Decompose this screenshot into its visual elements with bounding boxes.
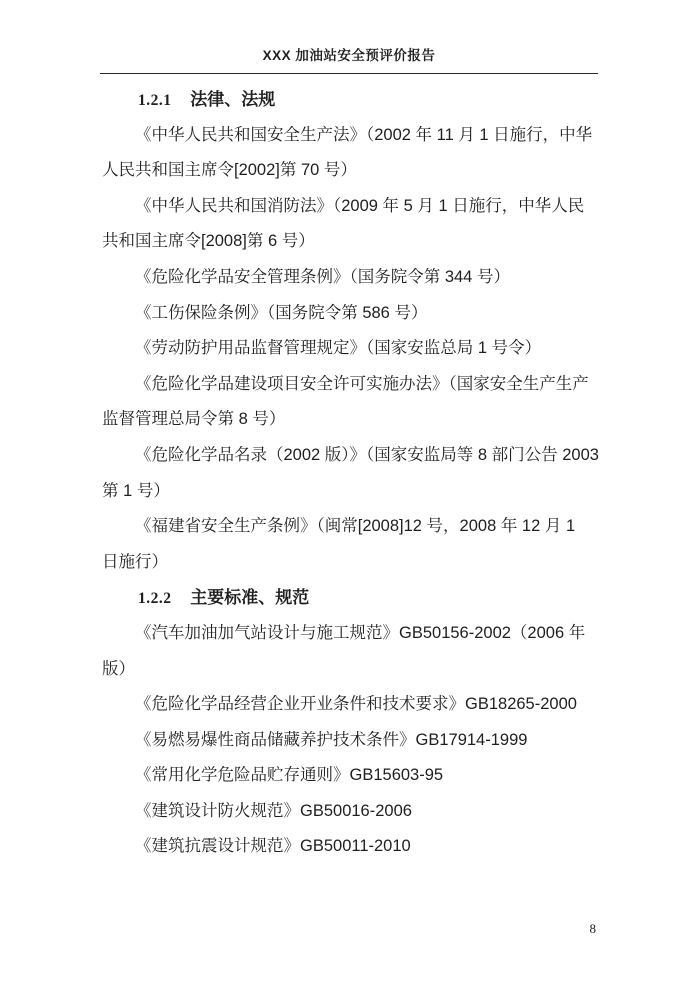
section-number: 1.2.1 bbox=[138, 92, 172, 109]
paragraph-line: 《危险化学品名录（2002 版）》（国家安监局等 8 部门公告 2003 bbox=[135, 445, 599, 464]
paragraph-line: 《工伤保险条例》（国务院令第 586 号） bbox=[135, 303, 428, 322]
section-title: 主要标准、规范 bbox=[190, 588, 310, 608]
section-title: 法律、法规 bbox=[190, 90, 276, 109]
page-header bbox=[100, 44, 598, 74]
paragraph-line: 《建筑设计防火规范》GB50016-2006 bbox=[135, 801, 412, 820]
paragraph-line: 《汽车加油加气站设计与施工规范》GB50156-2002（2006 年 bbox=[135, 623, 586, 642]
paragraph-line: 人民共和国主席令[2002]第 70 号） bbox=[102, 161, 357, 180]
paragraph-line: 《建筑抗震设计规范》GB50011-2010 bbox=[135, 837, 411, 856]
section-heading-1-2-1 bbox=[102, 82, 598, 118]
page-number: 8 bbox=[589, 921, 596, 936]
paragraph-line: 日施行） bbox=[102, 552, 168, 571]
paragraph-line: 《易燃易爆性商品储藏养护技术条件》GB17914-1999 bbox=[135, 730, 528, 749]
section-heading-1-2-2 bbox=[102, 580, 598, 616]
paragraph-line: 《中华人民共和国消防法》（2009 年 5 月 1 日施行，中华人民 bbox=[135, 196, 585, 215]
report-header-title: XXX 加油站安全预评价报告 bbox=[262, 48, 436, 63]
paragraph-line: 版） bbox=[102, 659, 135, 678]
paragraph-line: 第 1 号） bbox=[102, 481, 170, 500]
paragraph-line: 《劳动防护用品监督管理规定》（国家安监总局 1 号令） bbox=[135, 339, 542, 358]
paragraph-line: 共和国主席令[2008]第 6 号） bbox=[102, 232, 315, 251]
section-number: 1.2.2 bbox=[138, 590, 172, 608]
paragraph-line: 《危险化学品安全管理条例》（国务院令第 344 号） bbox=[135, 267, 510, 286]
document-body bbox=[102, 82, 598, 865]
paragraph-line: 《危险化学品经营企业开业条件和技术要求》GB18265-2000 bbox=[135, 695, 577, 714]
paragraph-line: 监督管理总局令第 8 号） bbox=[102, 410, 286, 429]
paragraph-line: 《福建省安全生产条例》（闽常[2008]12 号，2008 年 12 月 1 bbox=[135, 517, 576, 536]
paragraph-line: 《危险化学品建设项目安全许可实施办法》（国家安全生产生产 bbox=[135, 374, 589, 393]
paragraph-line: 《常用化学危险品贮存通则》GB15603-95 bbox=[135, 766, 444, 785]
paragraph-line: 《中华人民共和国安全生产法》（2002 年 11 月 1 日施行，中华 bbox=[135, 125, 593, 144]
